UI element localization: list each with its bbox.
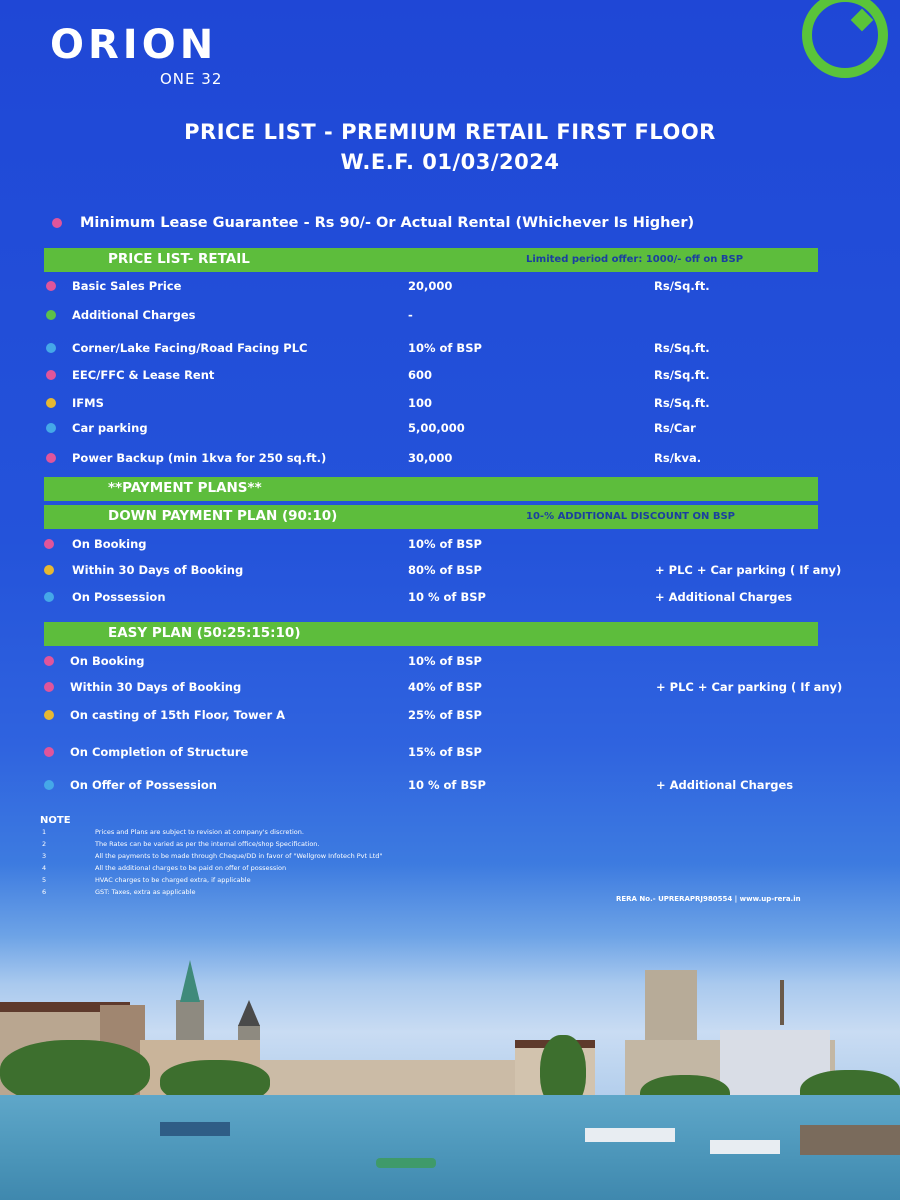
row-label: On casting of 15th Floor, Tower A xyxy=(70,708,286,722)
row-value: 10% of BSP xyxy=(408,537,482,551)
note-text: GST: Taxes, extra as applicable xyxy=(95,888,196,896)
row-unit: Rs/Car xyxy=(654,421,696,435)
note-text: All the additional charges to be paid on offer of possession xyxy=(95,864,287,872)
row-label: Additional Charges xyxy=(72,308,196,322)
bullet-icon xyxy=(46,423,56,433)
bullet-icon xyxy=(46,281,56,291)
row-value: 80% of BSP xyxy=(408,563,482,577)
row-value: 600 xyxy=(408,368,433,382)
easy-plan-band xyxy=(44,622,818,646)
bullet-icon xyxy=(44,682,54,692)
note-number: 6 xyxy=(42,888,47,896)
row-extra: + Additional Charges xyxy=(656,778,794,792)
row-value: 10 % of BSP xyxy=(408,778,486,792)
row-value: 15% of BSP xyxy=(408,745,482,759)
row-label: Corner/Lake Facing/Road Facing PLC xyxy=(72,341,308,355)
row-label: On Completion of Structure xyxy=(70,745,249,759)
payment-plans-title: **PAYMENT PLANS** xyxy=(108,480,262,496)
row-unit: Rs/Sq.ft. xyxy=(654,396,710,410)
row-extra: + PLC + Car parking ( If any) xyxy=(655,563,842,577)
row-unit: Rs/kva. xyxy=(654,451,702,465)
bullet-icon xyxy=(46,343,56,353)
row-label: IFMS xyxy=(72,396,104,410)
down-payment-discount: 10-% ADDITIONAL DISCOUNT ON BSP xyxy=(526,511,735,522)
row-value: 5,00,000 xyxy=(408,421,465,435)
row-label: On Offer of Possession xyxy=(70,778,217,792)
row-unit: Rs/Sq.ft. xyxy=(654,279,710,293)
row-unit: Rs/Sq.ft. xyxy=(654,341,710,355)
row-value: 25% of BSP xyxy=(408,708,482,722)
row-extra: + Additional Charges xyxy=(655,590,793,604)
row-unit: Rs/Sq.ft. xyxy=(654,368,710,382)
row-value: 10% of BSP xyxy=(408,341,482,355)
note-text: All the payments to be made through Cheque/DD in favor of "Wellgrow Infotech Pvt Ltd" xyxy=(95,852,383,860)
retail-offer-note: Limited period offer: 1000/- off on BSP xyxy=(526,254,744,265)
row-value: - xyxy=(408,308,413,322)
down-payment-band xyxy=(44,505,818,529)
row-value: 10 % of BSP xyxy=(408,590,486,604)
rera-number: RERA No.- UPRERAPRJ980554 | www.up-rera.in xyxy=(616,895,801,903)
note-number: 5 xyxy=(42,876,47,884)
notes-header: NOTE xyxy=(40,815,71,826)
lease-guarantee: Minimum Lease Guarantee - Rs 90/- Or Actual Rental (Whichever Is Higher) xyxy=(80,215,695,231)
row-value: 10% of BSP xyxy=(408,654,482,668)
row-label: Car parking xyxy=(72,421,148,435)
bullet-icon xyxy=(44,780,54,790)
row-label: EEC/FFC & Lease Rent xyxy=(72,368,215,382)
easy-plan-title: EASY PLAN (50:25:15:10) xyxy=(108,625,301,641)
note-number: 1 xyxy=(42,828,47,836)
row-label: On Booking xyxy=(70,654,145,668)
row-value: 100 xyxy=(408,396,433,410)
bullet-icon xyxy=(44,656,54,666)
row-label: Power Backup (min 1kva for 250 sq.ft.) xyxy=(72,451,327,465)
row-value: 40% of BSP xyxy=(408,680,482,694)
corner-ring-icon xyxy=(802,0,888,78)
row-label: On Booking xyxy=(72,537,147,551)
payment-plans-band xyxy=(44,477,818,501)
brand-subtitle: ONE 32 xyxy=(160,70,223,88)
bullet-icon xyxy=(52,218,62,228)
note-text: Prices and Plans are subject to revision at company's discretion. xyxy=(95,828,304,836)
row-label: Within 30 Days of Booking xyxy=(70,680,242,694)
page-subtitle-date: W.E.F. 01/03/2024 xyxy=(340,150,560,174)
note-number: 3 xyxy=(42,852,47,860)
bullet-icon xyxy=(46,398,56,408)
retail-header-band xyxy=(44,248,818,272)
bullet-icon xyxy=(44,539,54,549)
row-label: On Possession xyxy=(72,590,166,604)
note-number: 2 xyxy=(42,840,47,848)
bullet-icon xyxy=(44,565,54,575)
row-value: 20,000 xyxy=(408,279,453,293)
bullet-icon xyxy=(46,370,56,380)
note-text: The Rates can be varied as per the internal office/shop Specification. xyxy=(95,840,320,848)
bullet-icon xyxy=(44,592,54,602)
row-value: 30,000 xyxy=(408,451,453,465)
note-number: 4 xyxy=(42,864,47,872)
bullet-icon xyxy=(46,453,56,463)
note-text: HVAC charges to be charged extra, if applicable xyxy=(95,876,251,884)
page-title: PRICE LIST - PREMIUM RETAIL FIRST FLOOR xyxy=(184,120,716,144)
row-extra: + PLC + Car parking ( If any) xyxy=(656,680,843,694)
down-payment-title: DOWN PAYMENT PLAN (90:10) xyxy=(108,508,338,524)
row-label: Within 30 Days of Booking xyxy=(72,563,244,577)
retail-header-title: PRICE LIST- RETAIL xyxy=(108,251,250,267)
bullet-icon xyxy=(44,747,54,757)
bullet-icon xyxy=(44,710,54,720)
brand-logo: ORION xyxy=(50,22,218,68)
bullet-icon xyxy=(46,310,56,320)
row-label: Basic Sales Price xyxy=(72,279,182,293)
